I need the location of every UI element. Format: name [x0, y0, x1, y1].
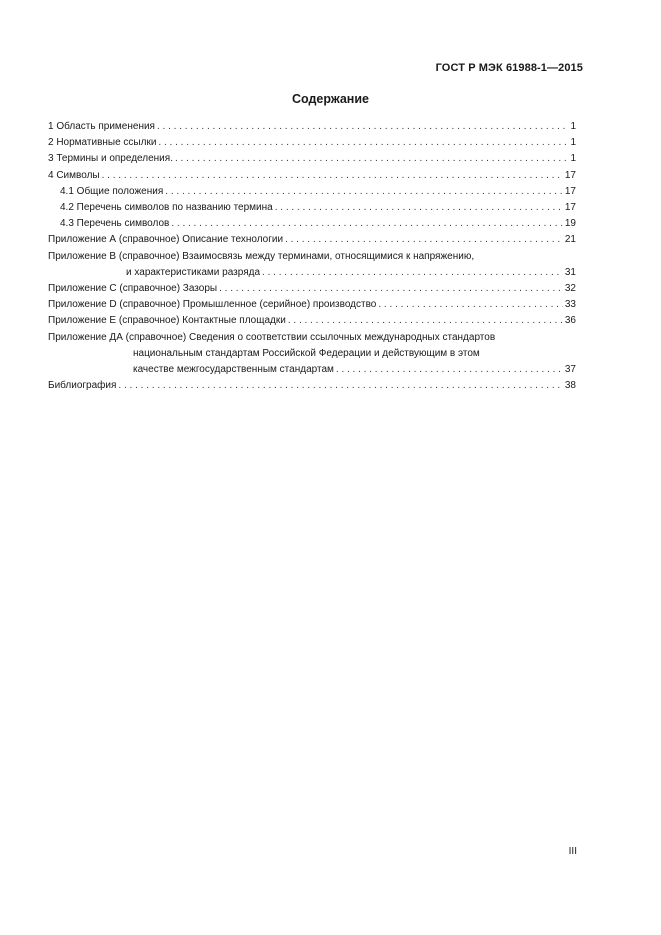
toc-page-number: 17 [564, 185, 576, 197]
leader-dots [219, 281, 563, 297]
page-number: III [568, 846, 577, 857]
toc-page-number: 1 [570, 121, 576, 132]
toc-entry-annex-d[interactable] [48, 297, 576, 313]
toc-page-number: 33 [564, 299, 576, 311]
toc-entry-text: 4.2 Перечень символов по названию термина [60, 202, 273, 214]
toc-entry-text: Приложение ДА (справочное) Сведения о соответствии ссылочных международных стандартов [48, 331, 496, 343]
toc-entry-text: 2 Нормативные ссылки [48, 137, 157, 149]
toc-title: Содержание [291, 92, 369, 106]
toc-entry-text: 3 Термины и определения. [48, 153, 173, 165]
toc-entry-text: Приложение D (справочное) Промышленное (серийное) производство [48, 299, 377, 311]
leader-dots [285, 232, 563, 248]
leader-dots [378, 297, 563, 313]
leader-dots [262, 265, 563, 281]
toc-page-number: 36 [564, 315, 576, 327]
toc-page-number: 17 [564, 169, 576, 181]
toc-entry-text: Библиография [48, 380, 117, 392]
toc-entry-bibliography[interactable] [48, 378, 576, 394]
leader-dots [118, 378, 562, 394]
toc-entry-terms[interactable] [48, 151, 576, 167]
toc-entry-text: 1 Область применения [48, 121, 155, 132]
leader-dots [158, 135, 568, 151]
toc-entry-text: 4 Символы [48, 169, 100, 181]
toc-entry-general[interactable] [48, 184, 576, 200]
toc-entry-annex-da[interactable] [48, 330, 576, 379]
leader-dots [157, 119, 568, 135]
toc-page-number: 37 [564, 364, 576, 376]
toc-entry-text-continuation: качестве межгосударственным стандартам [133, 364, 334, 376]
toc-entry-normative-references[interactable] [48, 135, 576, 151]
toc-page-number: 32 [564, 283, 576, 295]
toc-entry-text: 4.3 Перечень символов [60, 218, 170, 230]
toc-page-number: 17 [564, 202, 576, 214]
toc-page-number: 1 [570, 137, 576, 149]
toc-entry-text: 4.1 Общие положения [60, 185, 164, 197]
toc-entry-text-continuation: национальным стандартам Российской Федерации и действующим в этом [133, 347, 480, 359]
leader-dots [175, 151, 568, 167]
leader-dots [288, 313, 563, 329]
toc-page-number: 38 [564, 380, 576, 392]
leader-dots [165, 184, 563, 200]
leader-dots [336, 362, 563, 378]
toc-page-number: 21 [564, 234, 576, 246]
toc-entry-symbols[interactable] [48, 168, 576, 184]
toc-entry-annex-e[interactable] [48, 313, 576, 329]
toc-page-number: 31 [564, 266, 576, 278]
leader-dots [102, 168, 563, 184]
toc-entry-annex-a[interactable] [48, 232, 576, 248]
leader-dots [275, 200, 563, 216]
toc-entry-text: Приложение Е (справочное) Контактные площадки [48, 315, 286, 327]
toc-entry-symbols-by-term[interactable] [48, 200, 576, 216]
toc-entry-text: Приложение В (справочное) Взаимосвязь между терминами, относящимися к напряжению, [48, 250, 475, 262]
toc-entry-annex-c[interactable] [48, 281, 576, 297]
leader-dots [171, 216, 563, 232]
toc-page-number: 1 [570, 153, 576, 165]
document-code: ГОСТ Р МЭК 61988-1—2015 [435, 62, 583, 74]
toc-entry-annex-b[interactable] [48, 249, 576, 281]
toc-entry-scope[interactable] [48, 119, 576, 135]
toc-entry-text: Приложение С (справочное) Зазоры [48, 283, 218, 295]
toc-entry-text-continuation: и характеристиками разряда [126, 266, 261, 278]
table-of-contents [48, 119, 576, 394]
toc-entry-symbols-list[interactable] [48, 216, 576, 232]
toc-entry-text: Приложение А (справочное) Описание технологии [48, 234, 284, 246]
toc-page-number: 19 [564, 218, 576, 230]
